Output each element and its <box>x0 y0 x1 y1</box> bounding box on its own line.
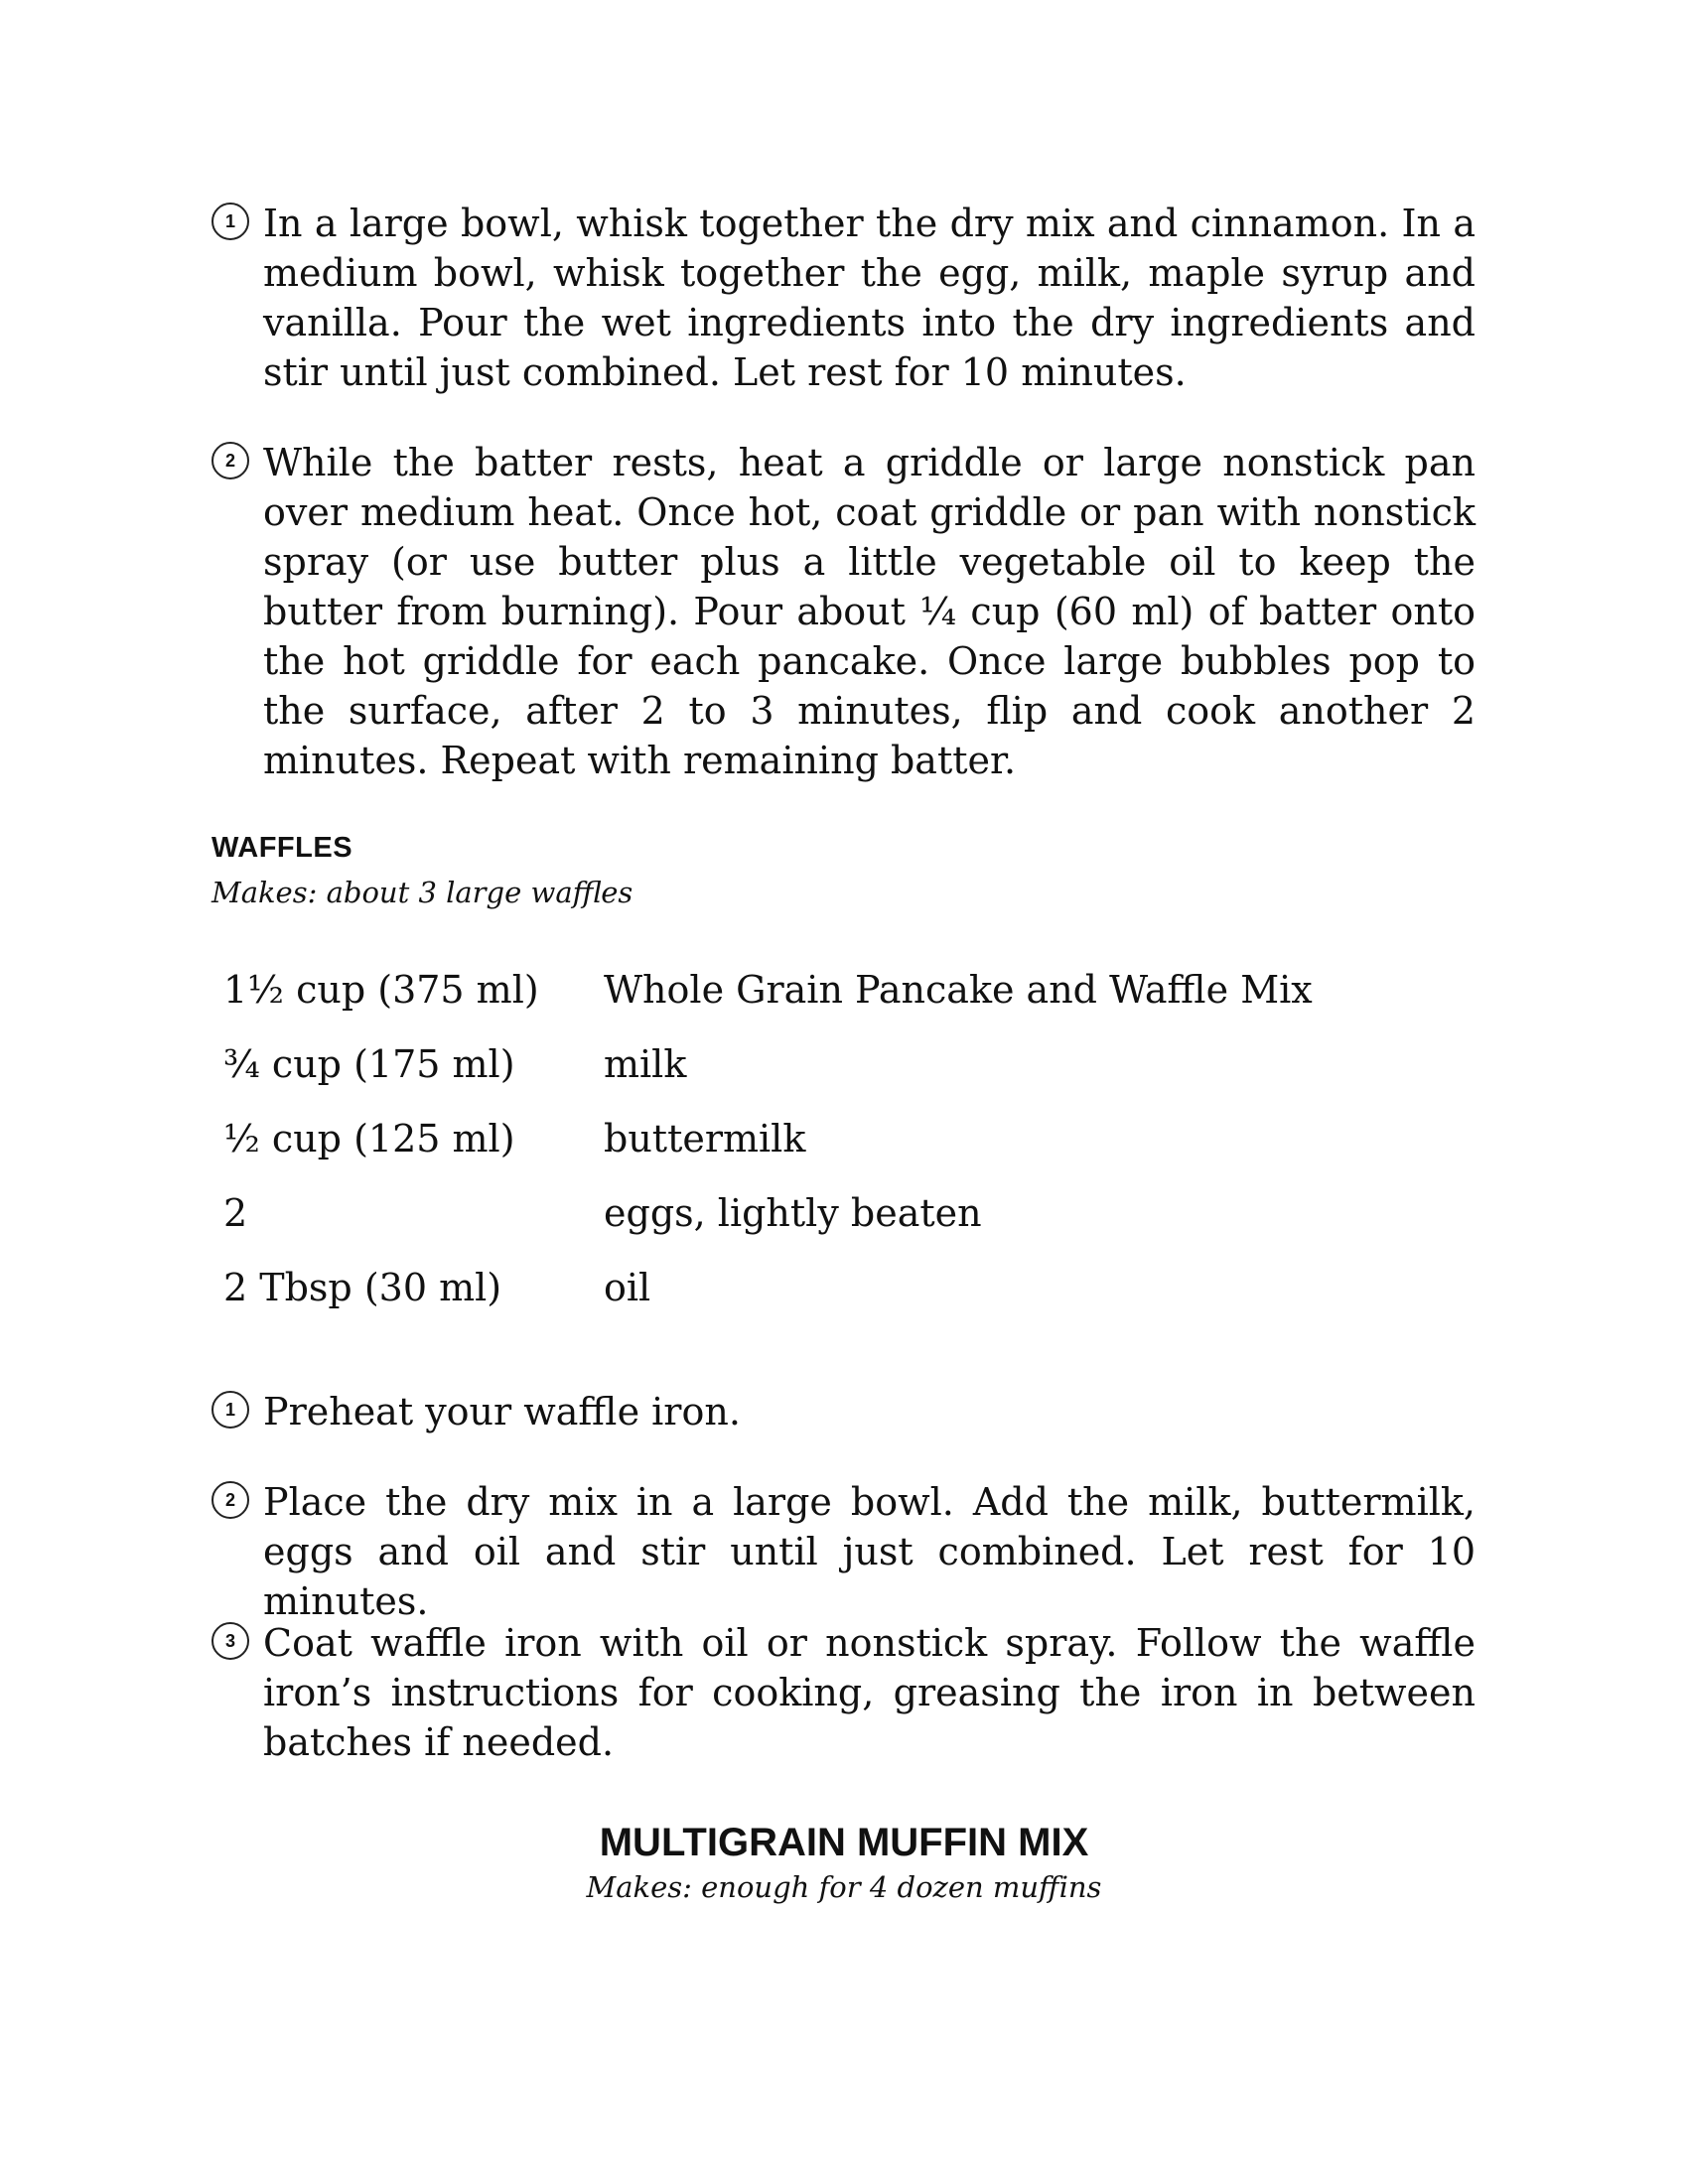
pancake-step-1 <box>211 199 1476 397</box>
waffles-yield: Makes: about 3 large waffles <box>211 876 633 909</box>
ingredient-quantity: 1½ cup (375 ml) <box>223 968 539 1012</box>
step-text: Preheat your waffle iron. <box>263 1390 741 1433</box>
ingredient-row <box>223 965 1415 1039</box>
ingredient-name: eggs, lightly beaten <box>604 1191 982 1235</box>
step-text: Place the dry mix in a large bowl. Add the milk, buttermilk, eggs and oil and stir until just combined. Let rest for 10 minutes. <box>263 1480 1476 1623</box>
section-heading-muffin-mix: MULTIGRAIN MUFFIN MIX <box>599 1821 1089 1864</box>
muffin-mix-yield: Makes: enough for 4 dozen muffins <box>586 1870 1102 1904</box>
step-text: Coat waffle iron with oil or nonstick spray. Follow the waffle iron’s instructions for cooking, greasing the iron in between batches if needed. <box>263 1621 1476 1764</box>
ingredient-row <box>223 1263 1415 1337</box>
ingredient-row <box>223 1188 1415 1263</box>
pancake-step-2 <box>211 438 1476 785</box>
ingredient-name: Whole Grain Pancake and Waffle Mix <box>604 968 1313 1012</box>
step-number-badge: 1 <box>211 1391 249 1429</box>
waffle-step-2 <box>211 1477 1476 1626</box>
ingredient-quantity: ¾ cup (175 ml) <box>223 1042 515 1086</box>
section-heading-waffles: WAFFLES <box>211 832 353 864</box>
ingredient-name: milk <box>604 1042 687 1086</box>
step-number-badge: 1 <box>211 203 249 240</box>
waffle-step-3 <box>211 1618 1476 1767</box>
step-number-badge: 3 <box>211 1622 249 1660</box>
step-number-badge: 2 <box>211 1481 249 1519</box>
step-text: While the batter rests, heat a griddle or large nonstick pan over medium heat. Once hot, coat griddle or pan with nonstick spray (or use butter plus a little vegetable oil to keep the butter from burning). Pour about ¼ cup (60 ml) of batter onto the hot griddle for each pancake. Once large bubbles pop to the surface, after 2 to 3 minutes, flip and cook another 2 minutes. Repeat with remaining batter. <box>263 441 1476 782</box>
ingredient-quantity: ½ cup (125 ml) <box>223 1117 515 1160</box>
ingredients-list <box>223 965 1415 1337</box>
ingredient-quantity: 2 <box>223 1191 248 1235</box>
waffle-step-1 <box>211 1387 1476 1436</box>
ingredient-row <box>223 1039 1415 1114</box>
ingredient-name: buttermilk <box>604 1117 806 1160</box>
ingredient-name: oil <box>604 1266 651 1309</box>
ingredient-row <box>223 1114 1415 1188</box>
step-text: In a large bowl, whisk together the dry mix and cinnamon. In a medium bowl, whisk together the egg, milk, maple syrup and vanilla. Pour the wet ingredients into the dry ingredients and stir until just combined. Let rest for 10 minutes. <box>263 202 1476 394</box>
ingredient-quantity: 2 Tbsp (30 ml) <box>223 1266 502 1309</box>
step-number-badge: 2 <box>211 442 249 479</box>
